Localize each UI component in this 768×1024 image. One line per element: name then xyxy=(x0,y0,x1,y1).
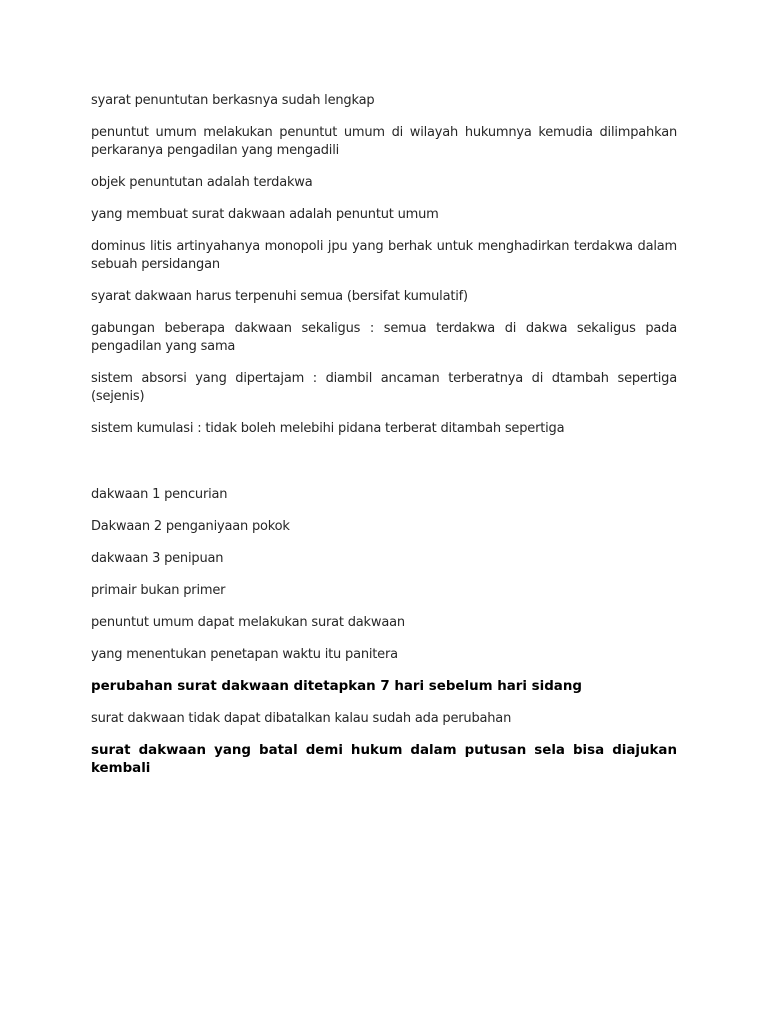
paragraph: yang menentukan penetapan waktu itu panitera xyxy=(91,647,398,662)
paragraph: penuntut umum melakukan penuntut umum di wilayah hukumnya kemudia dilimpahkan perkaranya pengadilan yang mengadili xyxy=(91,125,677,158)
paragraph: Dakwaan 2 penganiyaan pokok xyxy=(91,519,290,534)
document-page xyxy=(91,92,677,778)
bold-paragraph: perubahan surat dakwaan ditetapkan 7 hari sebelum hari sidang xyxy=(91,679,582,694)
paragraph: sistem kumulasi : tidak boleh melebihi pidana terberat ditambah sepertiga xyxy=(91,421,565,436)
paragraph: dakwaan 3 penipuan xyxy=(91,551,224,566)
paragraph: sistem absorsi yang dipertajam : diambil ancaman terberatnya di dtambah sepertiga (sejenis) xyxy=(91,371,677,404)
bold-paragraph: surat dakwaan yang batal demi hukum dalam putusan sela bisa diajukan kembali xyxy=(91,743,677,776)
paragraph: surat dakwaan tidak dapat dibatalkan kalau sudah ada perubahan xyxy=(91,711,512,726)
paragraph: primair bukan primer xyxy=(91,583,226,598)
paragraph: syarat dakwaan harus terpenuhi semua (bersifat kumulatif) xyxy=(91,289,468,304)
paragraph: gabungan beberapa dakwaan sekaligus : semua terdakwa di dakwa sekaligus pada pengadilan yang sama xyxy=(91,321,677,354)
paragraph: yang membuat surat dakwaan adalah penuntut umum xyxy=(91,207,439,222)
paragraph: penuntut umum dapat melakukan surat dakwaan xyxy=(91,615,405,630)
paragraph: syarat penuntutan berkasnya sudah lengkap xyxy=(91,93,375,108)
paragraph: dakwaan 1 pencurian xyxy=(91,487,228,502)
paragraph: dominus litis artinyahanya monopoli jpu yang berhak untuk menghadirkan terdakwa dalam sebuah persidangan xyxy=(91,239,677,272)
paragraph: objek penuntutan adalah terdakwa xyxy=(91,175,313,190)
